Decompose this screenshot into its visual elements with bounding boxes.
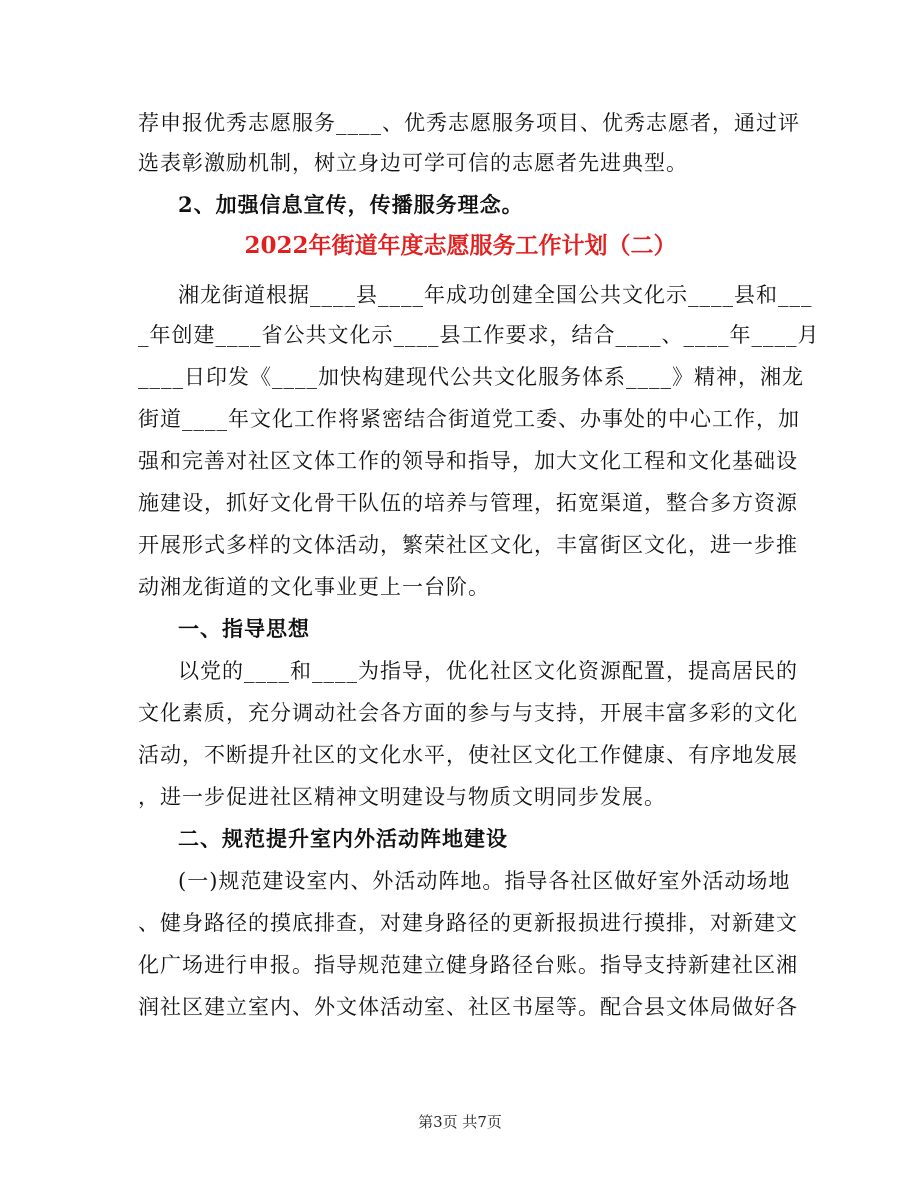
paragraph-line: 动湘龙街道的文化事业更上一台阶。 — [138, 575, 490, 599]
paragraph-line: 选表彰激励机制，树立身边可学可信的志愿者先进典型。 — [138, 151, 688, 175]
paragraph-line: 湘龙街道根据____县____年成功创建全国公共文化示____县和___ — [178, 283, 813, 307]
section-heading: 二、规范提升室内外活动阵地建设 — [178, 826, 508, 851]
paragraph-line: 以党的____和____为指导，优化社区文化资源配置，提高居民的 — [178, 659, 798, 683]
paragraph-line: 施建设，抓好文化骨干队伍的培养与管理，拓宽渠道，整合多方资源 — [138, 491, 798, 515]
paragraph-line: 强和完善对社区文体工作的领导和指导，加大文化工程和文化基础设 — [138, 449, 798, 473]
paragraph-line: ____日印发《____加快构建现代公共文化服务体系____》精神，湘龙 — [138, 365, 804, 389]
paragraph-line: 街道____年文化工作将紧密结合街道党工委、办事处的中心工作，加 — [138, 407, 800, 431]
paragraph-line: _年创建____省公共文化示____县工作要求，结合____、____年____月 — [138, 323, 820, 347]
section-heading: 2、加强信息宣传，传播服务理念。 — [178, 192, 524, 217]
paragraph-line: 润社区建立室内、外文体活动室、社区书屋等。配合县文体局做好各 — [138, 995, 798, 1019]
document-title: 2022年街道年度志愿服务工作计划（二） — [244, 232, 677, 259]
paragraph-line: 化广场进行申报。指导规范建立健身路径台账。指导支持新建社区湘 — [138, 953, 798, 977]
paragraph-line: ，进一步促进社区精神文明建设与物质文明同步发展。 — [138, 785, 666, 809]
paragraph-line: 开展形式多样的文体活动，繁荣社区文化，丰富街区文化，进一步推 — [138, 533, 798, 557]
page-number: 第3页 共7页 — [418, 1113, 502, 1131]
paragraph-line: 文化素质，充分调动社会各方面的参与与支持，开展丰富多彩的文化 — [138, 701, 798, 725]
paragraph-line: 活动，不断提升社区的文化水平，使社区文化工作健康、有序地发展 — [138, 743, 798, 767]
paragraph-line: 荐申报优秀志愿服务____、优秀志愿服务项目、优秀志愿者，通过评 — [138, 111, 800, 135]
section-heading: 一、指导思想 — [178, 616, 310, 641]
paragraph-line: (一)规范建设室内、外活动阵地。指导各社区做好室外活动场地 — [178, 869, 791, 893]
paragraph-line: 、健身路径的摸底排查，对建身路径的更新报损进行摸排，对新建文 — [138, 911, 798, 935]
